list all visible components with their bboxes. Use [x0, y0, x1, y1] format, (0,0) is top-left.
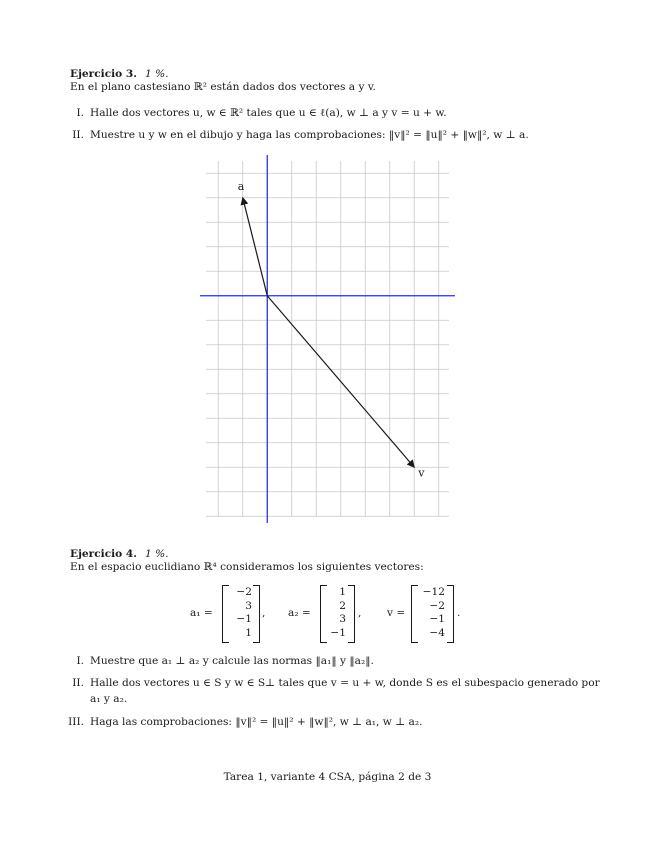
- exercise-4-intro: En el espacio euclidiano ℝ⁴ consideramos los siguientes vectores:: [70, 561, 424, 574]
- exercise-4-item-2: II. Halle dos vectores u ∈ S y w ∈ S⊥ tales que v = u + w, donde S es el subespacio generado por: [72, 677, 600, 689]
- exercise-4-item-1: I. Muestre que a₁ ⊥ a₂ y calcule las normas ‖a₁‖ y ‖a₂‖.: [76, 655, 374, 667]
- exercise-4-title: Ejercicio 4.: [70, 548, 137, 560]
- exercise-4: [70, 548, 590, 574]
- right-bracket: [253, 585, 260, 643]
- vector-a1-label: a₁ =: [190, 607, 213, 619]
- right-bracket: [348, 585, 355, 643]
- exercise-3: [70, 68, 590, 94]
- vectors: [238, 180, 426, 480]
- vector-diagram: [200, 155, 455, 523]
- exercise-3-title: Ejercicio 3.: [70, 68, 137, 80]
- vector-v-label: v: [418, 466, 425, 480]
- exercise-3-intro: En el plano castesiano ℝ² están dados dos vectores a y v.: [70, 81, 376, 94]
- vector-a2-entries: 1 2 3 −1: [330, 586, 346, 639]
- page-footer: Tarea 1, variante 4 CSA, página 2 de 3: [223, 771, 432, 783]
- exercise-3-item-2: II. Muestre u y w en el dibujo y haga las comprobaciones: ‖v‖² = ‖u‖² + ‖w‖², w ⊥ a.: [72, 129, 529, 141]
- vector-definitions: a₁ = −2 3 −1 1 , a₂ = 1 2 3 −1 , v = −12 −2 −1 −4 .: [0, 585, 655, 645]
- grid: [206, 161, 449, 517]
- exercise-3-weight: 1 %.: [145, 68, 169, 80]
- right-bracket: [447, 585, 454, 643]
- exercise-4-item-2-cont: a₁ y a₂.: [90, 693, 128, 705]
- axes: [200, 155, 455, 523]
- vector-a-label: a: [237, 179, 245, 193]
- exercise-3-item-1: I. Halle dos vectores u, w ∈ ℝ² tales que u ∈ ℓ(a), w ⊥ a y v = u + w.: [76, 107, 447, 119]
- vector-a1-entries: −2 3 −1 1: [236, 586, 252, 639]
- vector-a2-label: a₂ =: [288, 607, 311, 619]
- exercise-4-item-3: III. Haga las comprobaciones: ‖v‖² = ‖u‖² + ‖w‖², w ⊥ a₁, w ⊥ a₂.: [68, 716, 423, 728]
- vector-v-label: v =: [387, 607, 406, 619]
- vector-v-entries: −12 −2 −1 −4: [422, 586, 445, 639]
- exercise-4-weight: 1 %.: [145, 548, 169, 560]
